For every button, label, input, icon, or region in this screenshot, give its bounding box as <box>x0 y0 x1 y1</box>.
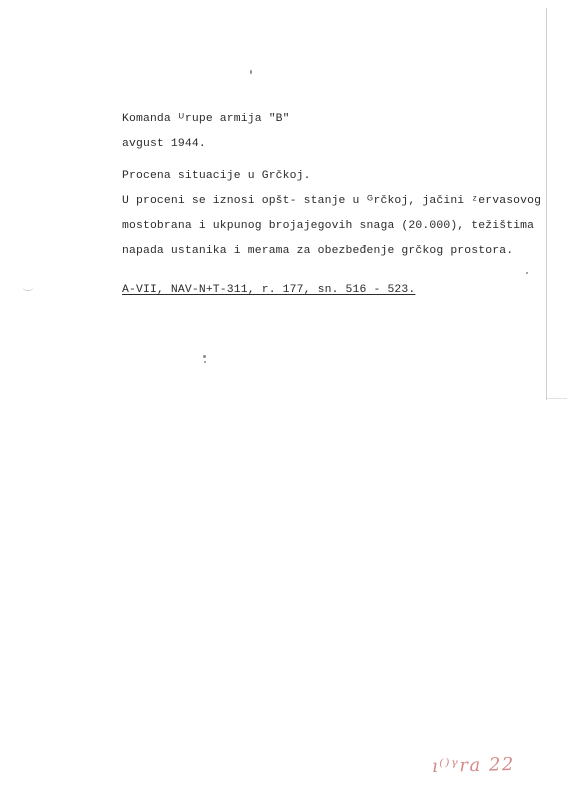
body-line-3: napada ustanika i merama za obezbeđenje grčkog prostora. <box>122 245 514 257</box>
scan-mark <box>22 286 34 291</box>
header-line-2: avgust 1944. <box>122 138 206 150</box>
ink-speck <box>250 70 252 74</box>
archive-reference: A-VII, NAV-N+T-311, r. 177, sn. 516 - 523. <box>122 284 416 296</box>
page-edge-line-bottom <box>547 398 567 399</box>
body-line-1: U proceni se iznosi opšt- stanje u ᴳrčkoj, jačini ᶻervasovog <box>122 195 542 207</box>
document-title: Procena situacije u Grčkoj. <box>122 170 311 182</box>
ink-speck <box>203 355 206 358</box>
ink-speck <box>204 361 206 363</box>
ink-speck <box>526 272 528 274</box>
page-edge-line <box>546 8 547 400</box>
body-line-2: mostobrana i ukpunog brojajegovih snaga (20.000), težištima <box>122 220 535 232</box>
header-line-1: Komanda ᵁrupe armija "B" <box>122 113 290 125</box>
handwritten-note: ı⁽⁾ᵞ︎ra 22 <box>431 753 516 778</box>
